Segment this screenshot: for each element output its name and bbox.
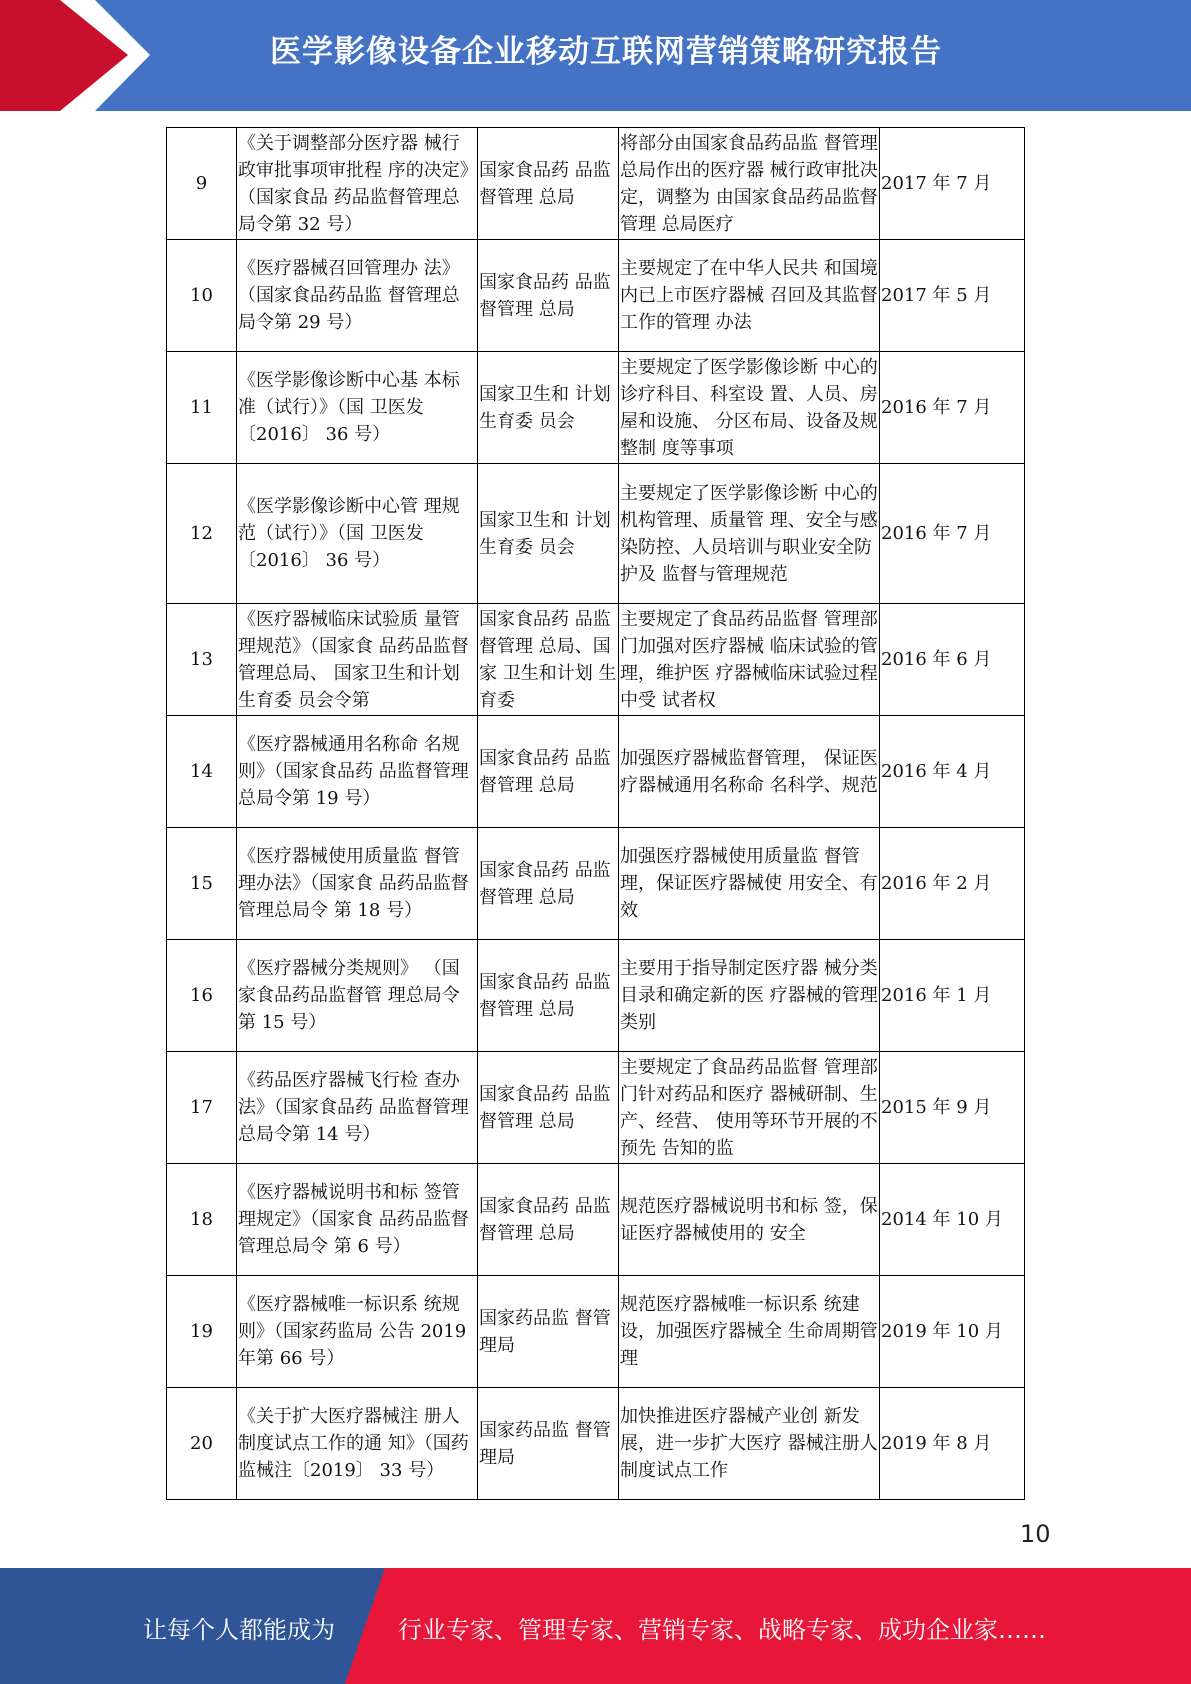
summary-cell (619, 1276, 880, 1388)
row-number-text: 10 (190, 285, 213, 306)
regulation-name-cell (237, 352, 478, 464)
issuing-authority-text: 国家卫生和 计划生育委 员会 (479, 383, 611, 432)
table-row (167, 940, 1025, 1052)
regulation-name-text: 《医学影像诊断中心管 理规范（试行）》（国 卫医发〔2016〕 36 号） (238, 496, 460, 571)
row-number-cell (167, 604, 237, 716)
issue-date-cell (880, 128, 1025, 240)
table-row (167, 1052, 1025, 1164)
issue-date-cell (880, 828, 1025, 940)
summary-cell (619, 1164, 880, 1276)
issue-date-text: 2019 年 8 月 (881, 1433, 992, 1454)
issuing-authority-cell (478, 1276, 619, 1388)
regulation-name-cell (237, 128, 478, 240)
issuing-authority-cell (478, 1164, 619, 1276)
summary-cell (619, 1052, 880, 1164)
issue-date-cell (880, 1388, 1025, 1500)
issuing-authority-text: 国家食品药 品监督管理 总局 (479, 159, 611, 208)
issue-date-cell (880, 352, 1025, 464)
summary-text: 主要用于指导制定医疗器 械分类目录和确定新的医 疗器械的管理类别 (620, 958, 878, 1033)
row-number-cell (167, 1052, 237, 1164)
page-header (0, 0, 1191, 111)
regulation-name-text: 《关于扩大医疗器械注 册人制度试点工作的通 知》（国药监械注〔2019〕 33 号） (238, 1406, 469, 1481)
regulation-name-cell (237, 240, 478, 352)
table-row (167, 716, 1025, 828)
table-row (167, 1388, 1025, 1500)
issuing-authority-cell (478, 716, 619, 828)
regulation-name-cell (237, 940, 478, 1052)
row-number-text: 14 (190, 761, 213, 782)
summary-cell (619, 240, 880, 352)
regulation-name-text: 《药品医疗器械飞行检 查办法》（国家食品药 品监督管理总局令第 14 号） (238, 1070, 469, 1145)
row-number-cell (167, 352, 237, 464)
issue-date-text: 2016 年 2 月 (881, 873, 992, 894)
policy-table (166, 127, 1025, 1500)
issuing-authority-cell (478, 1052, 619, 1164)
issue-date-cell (880, 604, 1025, 716)
issue-date-text: 2015 年 9 月 (881, 1097, 992, 1118)
regulation-name-cell (237, 716, 478, 828)
summary-cell (619, 828, 880, 940)
regulation-name-cell (237, 1388, 478, 1500)
regulation-name-text: 《医疗器械召回管理办 法》（国家食品药品监 督管理总局令第 29 号） (238, 258, 460, 333)
summary-text: 加快推进医疗器械产业创 新发展，进一步扩大医疗 器械注册人制度试点工作 (620, 1406, 878, 1481)
issuing-authority-text: 国家食品药 品监督管理 总局 (479, 971, 611, 1020)
issue-date-cell (880, 940, 1025, 1052)
issue-date-cell (880, 1164, 1025, 1276)
issuing-authority-cell (478, 1388, 619, 1500)
regulation-name-text: 《医疗器械通用名称命 名规则》（国家食品药 品监督管理总局令第 19 号） (238, 734, 469, 809)
regulation-name-text: 《医疗器械分类规则》 （国家食品药品监督管 理总局令第 15 号） (238, 958, 460, 1033)
summary-text: 规范医疗器械说明书和标 签，保证医疗器械使用的 安全 (620, 1195, 878, 1244)
regulation-name-text: 《医疗器械说明书和标 签管理规定》（国家食 品药品监督管理总局令 第 6 号） (238, 1182, 469, 1257)
row-number-text: 13 (190, 649, 213, 670)
regulation-name-cell (237, 828, 478, 940)
row-number-cell (167, 464, 237, 604)
issuing-authority-text: 国家药品监 督管理局 (479, 1307, 611, 1356)
issue-date-cell (880, 716, 1025, 828)
table-row (167, 352, 1025, 464)
row-number-text: 19 (190, 1321, 213, 1342)
issuing-authority-cell (478, 828, 619, 940)
issue-date-text: 2014 年 10 月 (881, 1209, 1003, 1230)
summary-text: 加强医疗器械使用质量监 督管理，保证医疗器械使 用安全、有效 (620, 846, 878, 921)
issuing-authority-cell (478, 464, 619, 604)
report-title: 医学影像设备企业移动互联网营销策略研究报告 (270, 34, 942, 70)
row-number-text: 15 (190, 873, 213, 894)
summary-text: 主要规定了医学影像诊断 中心的机构管理、质量管 理、安全与感染防控、人员培训与职业安全防护及 监督与管理规范 (620, 482, 878, 585)
summary-text: 主要规定了在中华人民共 和国境内已上市医疗器械 召回及其监督工作的管理 办法 (620, 258, 878, 333)
table-row (167, 1164, 1025, 1276)
row-number-cell (167, 1388, 237, 1500)
row-number-text: 12 (190, 523, 213, 544)
row-number-cell (167, 940, 237, 1052)
issuing-authority-text: 国家卫生和 计划生育委 员会 (479, 509, 611, 558)
table-row (167, 604, 1025, 716)
regulation-name-cell (237, 1164, 478, 1276)
issue-date-cell (880, 240, 1025, 352)
summary-cell (619, 604, 880, 716)
summary-cell (619, 352, 880, 464)
issue-date-text: 2016 年 4 月 (881, 761, 992, 782)
regulation-name-text: 《医疗器械唯一标识系 统规则》（国家药监局 公告 2019 年第 66 号） (238, 1294, 467, 1369)
page-number: 10 (1020, 1520, 1051, 1548)
issuing-authority-text: 国家药品监 督管理局 (479, 1419, 611, 1468)
issue-date-cell (880, 1052, 1025, 1164)
issue-date-text: 2016 年 1 月 (881, 985, 992, 1006)
row-number-text: 9 (195, 173, 208, 194)
regulation-name-text: 《医疗器械使用质量监 督管理办法》（国家食 品药品监督管理总局令 第 18 号） (238, 846, 469, 921)
issue-date-text: 2017 年 7 月 (881, 173, 992, 194)
row-number-text: 17 (190, 1097, 213, 1118)
row-number-cell (167, 240, 237, 352)
issue-date-text: 2016 年 7 月 (881, 397, 992, 418)
page-footer (0, 1568, 1191, 1684)
policy-table-body (167, 128, 1025, 1500)
regulation-name-text: 《医疗器械临床试验质 量管理规范》（国家食 品药品监督管理总局、 国家卫生和计划生育委 员会令第 (238, 608, 469, 711)
summary-text: 主要规定了食品药品监督 管理部门针对药品和医疗 器械研制、生产、经营、 使用等环节开展的不预先 告知的监 (620, 1056, 878, 1159)
table-row (167, 464, 1025, 604)
row-number-cell (167, 1276, 237, 1388)
regulation-name-text: 《医学影像诊断中心基 本标准（试行）》（国 卫医发〔2016〕 36 号） (238, 370, 460, 445)
issue-date-cell (880, 1276, 1025, 1388)
row-number-cell (167, 1164, 237, 1276)
issue-date-text: 2019 年 10 月 (881, 1321, 1003, 1342)
row-number-text: 18 (190, 1209, 213, 1230)
summary-text: 主要规定了医学影像诊断 中心的诊疗科目、科室设 置、人员、房屋和设施、 分区布局、设备及规整制 度等事项 (620, 356, 878, 459)
issuing-authority-text: 国家食品药 品监督管理 总局 (479, 1083, 611, 1132)
table-row (167, 1276, 1025, 1388)
issuing-authority-text: 国家食品药 品监督管理 总局 (479, 271, 611, 320)
regulation-name-cell (237, 1276, 478, 1388)
summary-text: 加强医疗器械监督管理， 保证医疗器械通用名称命 名科学、规范 (620, 747, 878, 796)
header-arrow-graphic (0, 0, 160, 111)
table-row (167, 240, 1025, 352)
issuing-authority-cell (478, 240, 619, 352)
regulation-name-text: 《关于调整部分医疗器 械行政审批事项审批程 序的决定》（国家食品 药品监督管理总局令第 32 号） (238, 132, 469, 235)
row-number-cell (167, 128, 237, 240)
issuing-authority-text: 国家食品药 品监督管理 总局 (479, 747, 611, 796)
footer-slogan-left: 让每个人都能成为 (143, 1616, 335, 1644)
footer-slogan-right: 行业专家、管理专家、营销专家、战略专家、成功企业家…… (398, 1616, 1046, 1644)
summary-cell (619, 716, 880, 828)
table-row (167, 828, 1025, 940)
summary-text: 将部分由国家食品药品监 督管理总局作出的医疗器 械行政审批决定，调整为 由国家食品药品监督管理 总局医疗 (620, 132, 878, 235)
row-number-text: 16 (190, 985, 213, 1006)
regulation-name-cell (237, 604, 478, 716)
row-number-cell (167, 716, 237, 828)
summary-cell (619, 940, 880, 1052)
summary-text: 主要规定了食品药品监督 管理部门加强对医疗器械 临床试验的管理，维护医 疗器械临床试验过程中受 试者权 (620, 608, 878, 711)
regulation-name-cell (237, 1052, 478, 1164)
issue-date-text: 2016 年 7 月 (881, 523, 992, 544)
row-number-cell (167, 828, 237, 940)
issuing-authority-text: 国家食品药 品监督管理 总局、国家 卫生和计划 生育委 (479, 608, 617, 711)
issuing-authority-cell (478, 128, 619, 240)
summary-text: 规范医疗器械唯一标识系 统建设，加强医疗器械全 生命周期管理 (620, 1294, 878, 1369)
issuing-authority-cell (478, 352, 619, 464)
row-number-text: 20 (190, 1433, 213, 1454)
issuing-authority-cell (478, 604, 619, 716)
regulation-name-cell (237, 464, 478, 604)
summary-cell (619, 1388, 880, 1500)
issuing-authority-text: 国家食品药 品监督管理 总局 (479, 1195, 611, 1244)
issuing-authority-cell (478, 940, 619, 1052)
issue-date-cell (880, 464, 1025, 604)
issue-date-text: 2016 年 6 月 (881, 649, 992, 670)
row-number-text: 11 (190, 397, 213, 418)
summary-cell (619, 128, 880, 240)
summary-cell (619, 464, 880, 604)
table-row (167, 128, 1025, 240)
issue-date-text: 2017 年 5 月 (881, 285, 992, 306)
issuing-authority-text: 国家食品药 品监督管理 总局 (479, 859, 611, 908)
